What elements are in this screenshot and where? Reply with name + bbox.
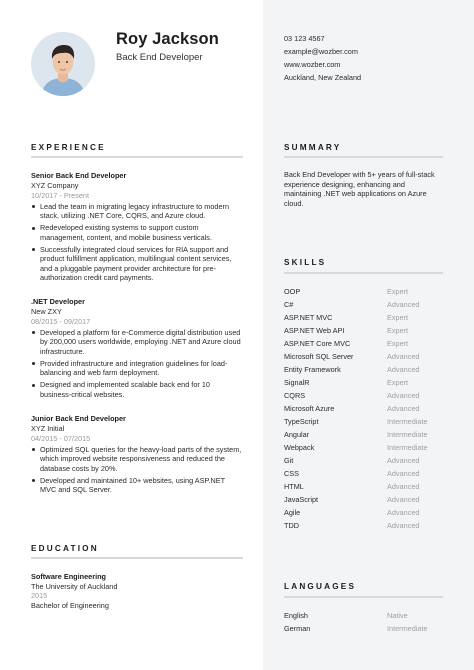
skill-name: TypeScript (284, 417, 319, 426)
skill-level: Advanced (387, 482, 420, 491)
skill-row (284, 493, 444, 506)
candidate-title: Back End Developer (116, 52, 203, 63)
language-level: Native (387, 611, 408, 620)
experience-heading: EXPERIENCE (31, 143, 106, 152)
experience-divider (31, 156, 243, 158)
skill-level: Advanced (387, 456, 420, 465)
job-entry (31, 414, 243, 497)
job-bullet: Optimized SQL queries for the heavy-load parts of the system, which improved website responsiveness and reduced the database costs by 20%. (40, 444, 242, 473)
skill-level: Advanced (387, 508, 420, 517)
summary-heading: SUMMARY (284, 143, 342, 152)
job-bullet: Provided infrastructure and integration guidelines for load-balancing and web farm deployment. (40, 359, 243, 378)
skill-row (284, 415, 444, 428)
skill-row (284, 298, 444, 311)
skill-level: Advanced (387, 495, 420, 504)
skill-name: ASP.NET Core MVC (284, 339, 351, 348)
languages-heading: LANGUAGES (284, 582, 357, 591)
skill-level: Expert (387, 313, 409, 322)
job-bullet: Designed and implemented scalable back end for 10 business-critical websites. (40, 380, 243, 399)
language-name: German (284, 624, 311, 633)
skill-row (284, 389, 444, 402)
education-degree: Software Engineering (31, 572, 107, 581)
education-divider (31, 557, 243, 559)
skill-row (284, 467, 444, 480)
skill-name: OOP (284, 287, 301, 296)
skill-name: ASP.NET MVC (284, 313, 333, 322)
job-bullets (31, 445, 243, 495)
skill-row (284, 441, 444, 454)
summary-text: Back End Developer with 5+ years of full-stack experience designing, enhancing and maintaining .NET web applications on Azure cloud. (284, 170, 435, 208)
job-company: New ZXY (31, 307, 62, 316)
job-bullets (31, 202, 243, 283)
skill-name: CSS (284, 469, 300, 478)
skill-name: ASP.NET Web API (284, 326, 345, 335)
job-company: XYZ Company (31, 181, 79, 190)
contact-info (284, 32, 361, 84)
skill-name: Entity Framework (284, 365, 341, 374)
languages-divider (284, 596, 443, 598)
skill-level: Expert (387, 339, 409, 348)
language-name: English (284, 611, 308, 620)
skill-level: Intermediate (387, 430, 428, 439)
skill-row (284, 376, 444, 389)
skill-name: JavaScript (284, 495, 319, 504)
education-entry (31, 572, 117, 610)
skill-level: Advanced (387, 300, 420, 309)
skill-row (284, 337, 444, 350)
skill-level: Advanced (387, 521, 420, 530)
education-heading: EDUCATION (31, 544, 99, 553)
contact-location: Auckland, New Zealand (284, 73, 362, 82)
contact-phone: 03 123 4567 (284, 34, 325, 43)
skill-row (284, 350, 444, 363)
skill-row (284, 324, 444, 337)
skill-level: Intermediate (387, 443, 428, 452)
skill-level: Advanced (387, 391, 420, 400)
contact-email: example@wozber.com (284, 47, 358, 56)
skill-name: Microsoft Azure (284, 404, 335, 413)
summary-divider (284, 156, 443, 158)
job-bullet: Lead the team in migrating legacy infrastructure to modern stack, utilizing .NET Core, CQRS, and Azure cloud. (40, 202, 243, 221)
job-bullet: Successfully integrated cloud services for RIA support and product fulfillment application, multilingual content services, and a pluggable payment provider architecture for pre-authorization credit card payments. (40, 245, 243, 283)
candidate-name: Roy Jackson (116, 30, 219, 48)
education-type: Bachelor of Engineering (31, 600, 109, 610)
education-school: The University of Auckland (31, 581, 118, 591)
skill-row (284, 402, 444, 415)
skill-name: Webpack (284, 443, 315, 452)
job-role: .NET Developer (31, 297, 85, 306)
skill-level: Advanced (387, 365, 420, 374)
skill-name: TDD (284, 521, 299, 530)
skill-name: Angular (284, 430, 310, 439)
job-bullet: Redeveloped existing systems to support custom management, content, and mobile business verticals. (40, 223, 243, 242)
skill-level: Expert (387, 287, 409, 296)
language-level: Intermediate (387, 624, 428, 633)
skill-name: Microsoft SQL Server (284, 352, 354, 361)
skill-level: Expert (387, 326, 409, 335)
job-role: Senior Back End Developer (31, 171, 127, 180)
skill-row (284, 519, 444, 532)
job-bullets (31, 328, 243, 400)
skill-name: HTML (284, 482, 304, 491)
education-year: 2015 (31, 591, 48, 601)
skill-row (284, 480, 444, 493)
job-entry (31, 297, 243, 402)
skill-row (284, 311, 444, 324)
skill-row (284, 454, 444, 467)
skill-level: Expert (387, 378, 409, 387)
skill-level: Advanced (387, 469, 420, 478)
job-dates: 10/2017 - Present (31, 190, 90, 200)
job-entry (31, 171, 243, 285)
skills-heading: SKILLS (284, 258, 327, 267)
skill-level: Advanced (387, 352, 420, 361)
profile-photo-illustration (31, 32, 95, 96)
skill-row (284, 363, 444, 376)
skill-name: Git (284, 456, 294, 465)
job-dates: 08/2015 - 09/2017 (31, 316, 91, 326)
skill-level: Advanced (387, 404, 420, 413)
job-role: Junior Back End Developer (31, 414, 126, 423)
job-bullet: Developed and maintained 10+ websites, using ASP.NET MVC and SQL Server. (40, 476, 243, 495)
skill-name: SignalR (284, 378, 310, 387)
skill-row (284, 506, 444, 519)
job-dates: 04/2015 - 07/2015 (31, 433, 91, 443)
language-row (284, 609, 444, 622)
job-company: XYZ Initial (31, 424, 65, 433)
contact-website: www.wozber.com (284, 60, 341, 69)
skill-name: CQRS (284, 391, 306, 400)
skill-name: C# (284, 300, 294, 309)
skills-divider (284, 272, 443, 274)
language-row (284, 622, 444, 635)
skill-name: Agile (284, 508, 301, 517)
profile-photo (31, 32, 95, 96)
job-bullet: Developed a platform for e-Commerce digital distribution used by 200,000 users worldwide, employing .NET and Azure cloud infrastructure. (40, 328, 243, 357)
skill-level: Intermediate (387, 417, 428, 426)
skill-row (284, 285, 444, 298)
skill-row (284, 428, 444, 441)
